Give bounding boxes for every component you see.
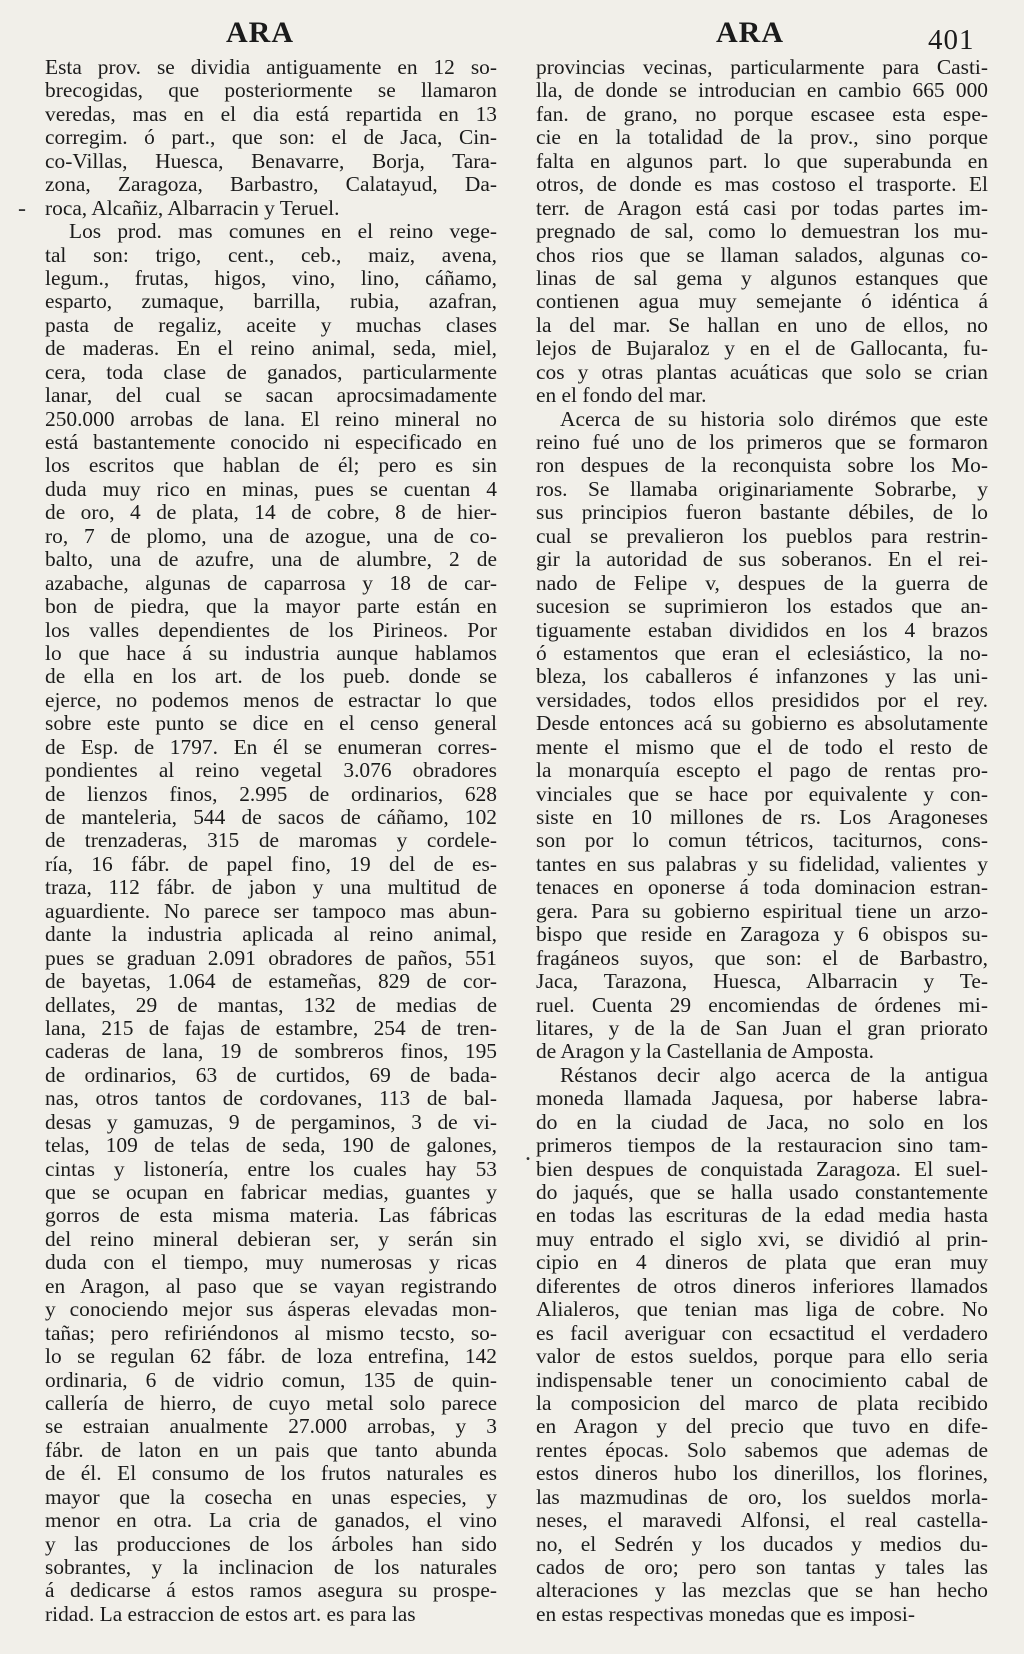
text-column-left [45,56,497,1626]
text-line: Desde entonces acá su gobierno es absolutamente [536,712,988,736]
text-line: neses, el maravedi Alfonsi, el real castella- [536,1509,988,1533]
text-line: de él. El consumo de los frutos naturales es [45,1462,497,1486]
text-line: en el fondo del mar. [536,384,707,408]
text-line: cados de oro; pero son tantas y tales las [536,1556,988,1579]
text-line: nado de Felipe v, despues de la guerra de [536,571,988,595]
text-line: lo se regulan 62 fábr. de loza entrefina, 142 [45,1345,497,1369]
text-line: tenaces en oponerse á toda dominacion estran- [536,876,988,900]
text-line: Jaca, Tarazona, Huesca, Albarracin y Te- [536,970,988,994]
text-line: menor en otra. La cria de ganados, el vino [45,1509,497,1533]
text-line: litares, y de la de San Juan el gran priorato [536,1016,988,1040]
text-line: balto, una de azufre, una de alumbre, 2 de [45,548,497,572]
text-line: aguardiente. No parece ser tampoco mas abun- [45,899,497,923]
text-line: rentes épocas. Solo sabemos que ademas de [536,1438,988,1462]
text-line: bispo que reside en Zaragoza y 6 obispos su- [536,923,988,947]
text-line: vinciales que se hace por equivalente y con- [536,782,988,806]
text-line: legum., frutas, higos, vino, lino, cáñamo, [45,266,497,290]
text-line: roca, Alcañiz, Albarracin y Teruel. [45,196,340,220]
text-line: versidades, todos ellos presididos por el rey. [536,688,988,712]
text-line: no, el Sedrén y los ducados y medios du- [536,1532,988,1556]
text-line: ruel. Cuenta 29 encomiendas de órdenes mi- [536,993,988,1017]
text-line: cual se prevalieron los pueblos para restrin- [536,524,988,548]
text-line: y conociendo mejor sus ásperas elevadas mon- [45,1298,497,1322]
text-line: sus principios fueron bastante débiles, de lo [536,501,988,525]
text-line: otros, de donde es mas costoso el trasporte. El [536,173,988,197]
text-line: provincias vecinas, particularmente para Casti- [536,56,988,79]
text-line: cera, toda clase de ganados, particularmente [45,360,497,384]
text-line: do en la ciudad de Jaca, no solo en los [536,1110,988,1134]
text-line: callería de hierro, de cuyo metal solo parece [45,1391,497,1415]
text-line: bien despues de conquistada Zaragoza. El suel- [536,1157,988,1181]
text-line: terr. de Aragon está casi por todas partes im- [536,196,988,220]
text-line: co-Villas, Huesca, Benavarre, Borja, Tara- [45,149,497,173]
text-line: cie en la totalidad de la prov., sino porque [536,126,988,150]
text-line: ron despues de la reconquista sobre los Mo- [536,454,988,478]
text-line: la composicion del marco de plata recibido [536,1391,988,1415]
text-line: Esta prov. se dividia antiguamente en 12 so- [45,56,497,79]
text-line: fragáneos suyos, que son: el de Barbastro, [536,946,988,970]
text-line: gorros de esta misma materia. Las fábricas [45,1204,497,1228]
text-line: de lienzos finos, 2.995 de ordinarios, 628 [45,782,497,806]
text-line: falta en algunos part. lo que superabunda en [536,149,988,173]
text-line: lo que hace á su industria aunque hablamos [45,641,497,665]
text-line: do jaqués, que se halla usado constantemente [536,1181,988,1204]
text-line: tañas; pero refiriéndonos al mismo tecsto, so- [45,1321,497,1345]
text-line: tantes en sus palabras y su fidelidad, valientes y [536,852,988,876]
text-line: en Aragon y del precio que tuvo en dife- [536,1415,988,1439]
text-line: chos rios que se llaman salados, algunas co- [536,243,988,267]
text-line: nas, otros tantos de cordovanes, 113 de bal- [45,1087,497,1111]
text-line: alteraciones y las mezclas que se han hecho [536,1579,988,1603]
text-line: traza, 112 fábr. de jabon y una multitud de [45,876,497,900]
text-line: desas y gamuzas, 9 de pergaminos, 3 de vi- [45,1110,497,1134]
text-line: indispensable tener un conocimiento cabal de [536,1368,988,1392]
text-line: de ella en los art. de los pueb. donde se [45,665,497,689]
text-line: en estas respectivas monedas que es imposi- [536,1602,915,1626]
text-line: son por lo comun tétricos, taciturnos, cons- [536,829,988,853]
text-line: tiguamente estaban divididos en los 4 brazos [536,618,988,642]
text-line: dellates, 29 de mantas, 132 de medias de [45,993,497,1017]
text-line: corregim. ó part., que son: el de Jaca, Cin- [45,126,497,150]
text-line: lanar, del cual se sacan aprocsimadamente [45,384,497,408]
text-line: de Esp. de 1797. En él se enumeran corres- [45,735,497,759]
text-column-right [536,56,988,1626]
text-line: dante la industria aplicada al reino animal, [45,923,497,947]
text-line: telas, 109 de telas de seda, 190 de galones, [45,1134,497,1158]
text-line: Los prod. mas comunes en el reino vege- [69,220,497,244]
text-line: lla, de donde se introducian en cambio 665 000 [536,79,988,103]
text-line: linas de sal gema y algunos estanques que [536,266,988,290]
text-line: siste en 10 millones de rs. Los Aragoneses [536,806,988,829]
text-line: del reino mineral debieran ser, y serán sin [45,1227,497,1251]
text-line: la monarquía escepto el pago de rentas pro- [536,759,988,783]
text-line: duda muy rico en minas, pues se cuentan 4 [45,477,497,501]
text-line: cos y otras plantas acuáticas que solo se crian [536,360,988,384]
text-line: en todas las escrituras de la edad media hasta [536,1204,988,1228]
text-line: de oro, 4 de plata, 14 de cobre, 8 de hier- [45,501,497,525]
text-line: sucesion se suprimieron los estados que an- [536,595,988,619]
text-line: zona, Zaragoza, Barbastro, Calatayud, Da- [45,173,497,197]
running-head-left: ARA [226,16,294,49]
text-line: caderas de lana, 19 de sombreros finos, 195 [45,1040,497,1064]
running-head-right: ARA [716,16,784,49]
text-line: lana, 215 de fajas de estambre, 254 de tren- [45,1016,497,1040]
text-line: contienen agua muy semejante ó idéntica á [536,290,988,314]
text-line: reino fué uno de los primeros que se formaron [536,431,988,454]
text-line: pregnado de sal, como lo demuestran los mu- [536,220,988,244]
text-line: ridad. La estraccion de estos art. es para las [45,1602,416,1626]
text-line: estos dineros hubo los dinerillos, los florines, [536,1462,988,1486]
text-line: los escritos que hablan de él; pero es sin [45,454,497,478]
text-line: ejerce, no podemos menos de estractar lo que [45,688,497,712]
text-line: ros. Se llamaba originariamente Sobrarbe, y [536,477,988,501]
text-line: brecogidas, que posteriormente se llamaron [45,79,497,103]
text-line: de manteleria, 544 de sacos de cáñamo, 102 [45,806,497,829]
text-line: y las producciones de los árboles han sido [45,1532,497,1556]
text-line: ro, 7 de plomo, una de azogue, una de co- [45,524,497,548]
text-line: de bayetas, 1.064 de estameñas, 829 de cor- [45,970,497,994]
text-line: diferentes de otros dineros inferiores llamados [536,1274,988,1298]
text-line: primeros tiempos de la restauracion sino tam- [536,1134,988,1158]
text-line: tal son: trigo, cent., ceb., maiz, avena, [45,243,497,267]
text-line: de trenzaderas, 315 de maromas y cordele- [45,829,497,853]
margin-mark-right: . [525,1140,531,1166]
text-line: Acerca de su historia solo dirémos que este [560,407,988,431]
text-line: de ordinarios, 63 de curtidos, 69 de bada- [45,1063,497,1087]
text-line: fan. de grano, no porque escasee esta espe- [536,102,988,126]
margin-mark-left: - [18,196,26,222]
text-line: bon de piedra, que la mayor parte están en [45,595,497,619]
text-line: cipio en 4 dineros de plata que eran muy [536,1251,988,1275]
text-line: las mazmudinas de oro, los sueldos morla- [536,1485,988,1509]
text-line: pues se graduan 2.091 obradores de paños, 551 [45,946,497,970]
text-line: muy entrado el siglo xvi, se dividió al prin- [536,1227,988,1251]
text-line: ría, 16 fábr. de papel fino, 19 del de es- [45,852,497,876]
text-line: esparto, zumaque, barrilla, rubia, azafran, [45,290,497,314]
page-number: 401 [928,24,975,56]
text-line: mayor que la cosecha en unas especies, y [45,1485,497,1509]
text-line: la del mar. Se hallan en uno de ellos, no [536,313,988,337]
text-line: sobre este punto se dice en el censo general [45,712,497,736]
text-line: es facil averiguar con ecsactitud el verdadero [536,1321,988,1345]
text-line: duda con el tiempo, muy numerosas y ricas [45,1251,497,1275]
text-line: sobrantes, y la inclinacion de los naturales [45,1556,497,1579]
text-line: bleza, los caballeros é infanzones y las uni- [536,665,988,689]
text-line: mente el mismo que el de todo el resto de [536,735,988,759]
text-line: que se ocupan en fabricar medias, guantes y [45,1181,497,1204]
text-line: pondientes al reino vegetal 3.076 obradores [45,759,497,783]
text-line: ó estamentos que eran el eclesiástico, la no- [536,641,988,665]
text-line: está bastantemente conocido ni especificado en [45,431,497,454]
text-line: se estraian anualmente 27.000 arrobas, y 3 [45,1415,497,1439]
text-line: ordinaria, 6 de vidrio comun, 135 de quin- [45,1368,497,1392]
text-line: en Aragon, al paso que se vayan registrando [45,1274,497,1298]
text-line: de Aragon y la Castellania de Amposta. [536,1040,875,1064]
text-line: de maderas. En el reino animal, seda, miel, [45,337,497,361]
text-line: los valles dependientes de los Pirineos. Por [45,618,497,642]
text-line: veredas, mas en el dia está repartida en 13 [45,102,497,126]
text-line: á dedicarse á estos ramos asegura su prospe- [45,1579,497,1603]
text-line: gera. Para su gobierno espiritual tiene un arzo- [536,899,988,923]
text-line: cintas y listonería, entre los cuales hay 53 [45,1157,497,1181]
text-line: valor de estos sueldos, porque para ello seria [536,1345,988,1369]
text-line: moneda llamada Jaquesa, por haberse labra- [536,1087,988,1111]
text-line: 250.000 arrobas de lana. El reino mineral no [45,407,497,431]
text-line: azabache, algunas de caparrosa y 18 de car- [45,571,497,595]
text-line: pasta de regaliz, aceite y muchas clases [45,313,497,337]
text-line: gir la autoridad de sus soberanos. En el rei- [536,548,988,572]
text-line: fábr. de laton en un pais que tanto abunda [45,1438,497,1462]
text-line: Réstanos decir algo acerca de la antigua [560,1063,988,1087]
text-line: Alialeros, que tenian mas liga de cobre. No [536,1298,988,1322]
text-line: lejos de Bujaraloz y en el de Gallocanta, fu- [536,337,988,361]
